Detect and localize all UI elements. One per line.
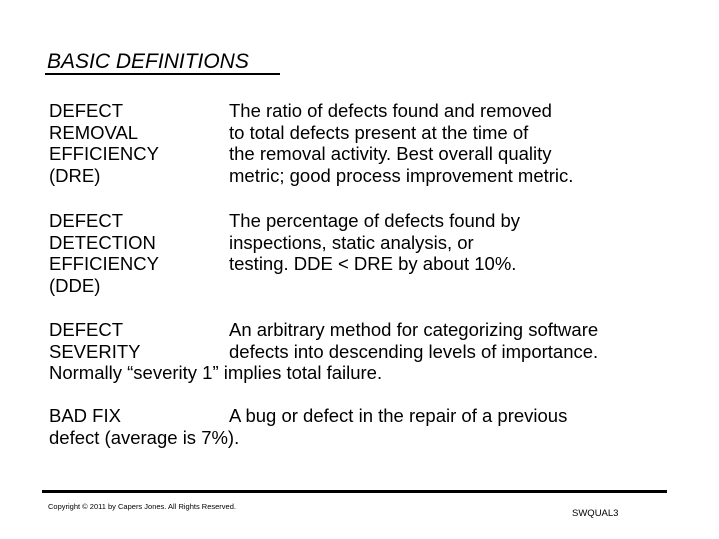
- term-defect-severity: [49, 319, 141, 362]
- term-line: EFFICIENCY: [49, 143, 159, 164]
- definition-defect-severity: [229, 319, 598, 362]
- slide-code: SWQUAL3: [572, 508, 619, 519]
- term-line: BAD FIX: [49, 405, 121, 426]
- term-line: EFFICIENCY: [49, 253, 159, 274]
- term-line: (DDE): [49, 274, 101, 296]
- definition-line: testing. DDE < DRE by about 10%.: [229, 253, 517, 274]
- term-line: SEVERITY: [49, 340, 141, 362]
- term-line: DEFECT: [49, 100, 123, 121]
- term-bad-fix: [49, 405, 121, 427]
- definition-continuation: defect (average is 7%).: [49, 427, 240, 448]
- term-dde: [49, 210, 159, 296]
- definition-bad-fix: [229, 405, 567, 427]
- title-underline: [45, 73, 280, 75]
- term-line: REMOVAL: [49, 121, 139, 143]
- term-line: DETECTION: [49, 231, 156, 253]
- definition-line: The percentage of defects found by: [229, 210, 521, 231]
- definition-line: A bug or defect in the repair of a previous: [229, 405, 568, 426]
- definition-dde: [229, 210, 520, 275]
- page-title: BASIC DEFINITIONS: [47, 50, 249, 73]
- definition-line: The ratio of defects found and removed: [229, 100, 552, 121]
- definition-line: inspections, static analysis, or: [229, 231, 474, 253]
- definition-line: to total defects present at the time of: [229, 121, 529, 143]
- definition-line: the removal activity. Best overall quality: [229, 143, 552, 164]
- term-line: (DRE): [49, 164, 101, 186]
- term-line: DEFECT: [49, 210, 123, 231]
- definition-continuation: Normally “severity 1” implies total failure.: [49, 362, 383, 383]
- term-line: DEFECT: [49, 319, 123, 340]
- definition-line: defects into descending levels of importance.: [229, 340, 599, 362]
- definition-line: metric; good process improvement metric.: [229, 164, 574, 186]
- copyright-notice: Copyright © 2011 by Capers Jones. All Rights Reserved.: [48, 502, 236, 511]
- term-dre: [49, 100, 159, 186]
- footer-divider: [42, 490, 667, 493]
- definition-dre: [229, 100, 573, 186]
- definition-line: An arbitrary method for categorizing software: [229, 319, 599, 340]
